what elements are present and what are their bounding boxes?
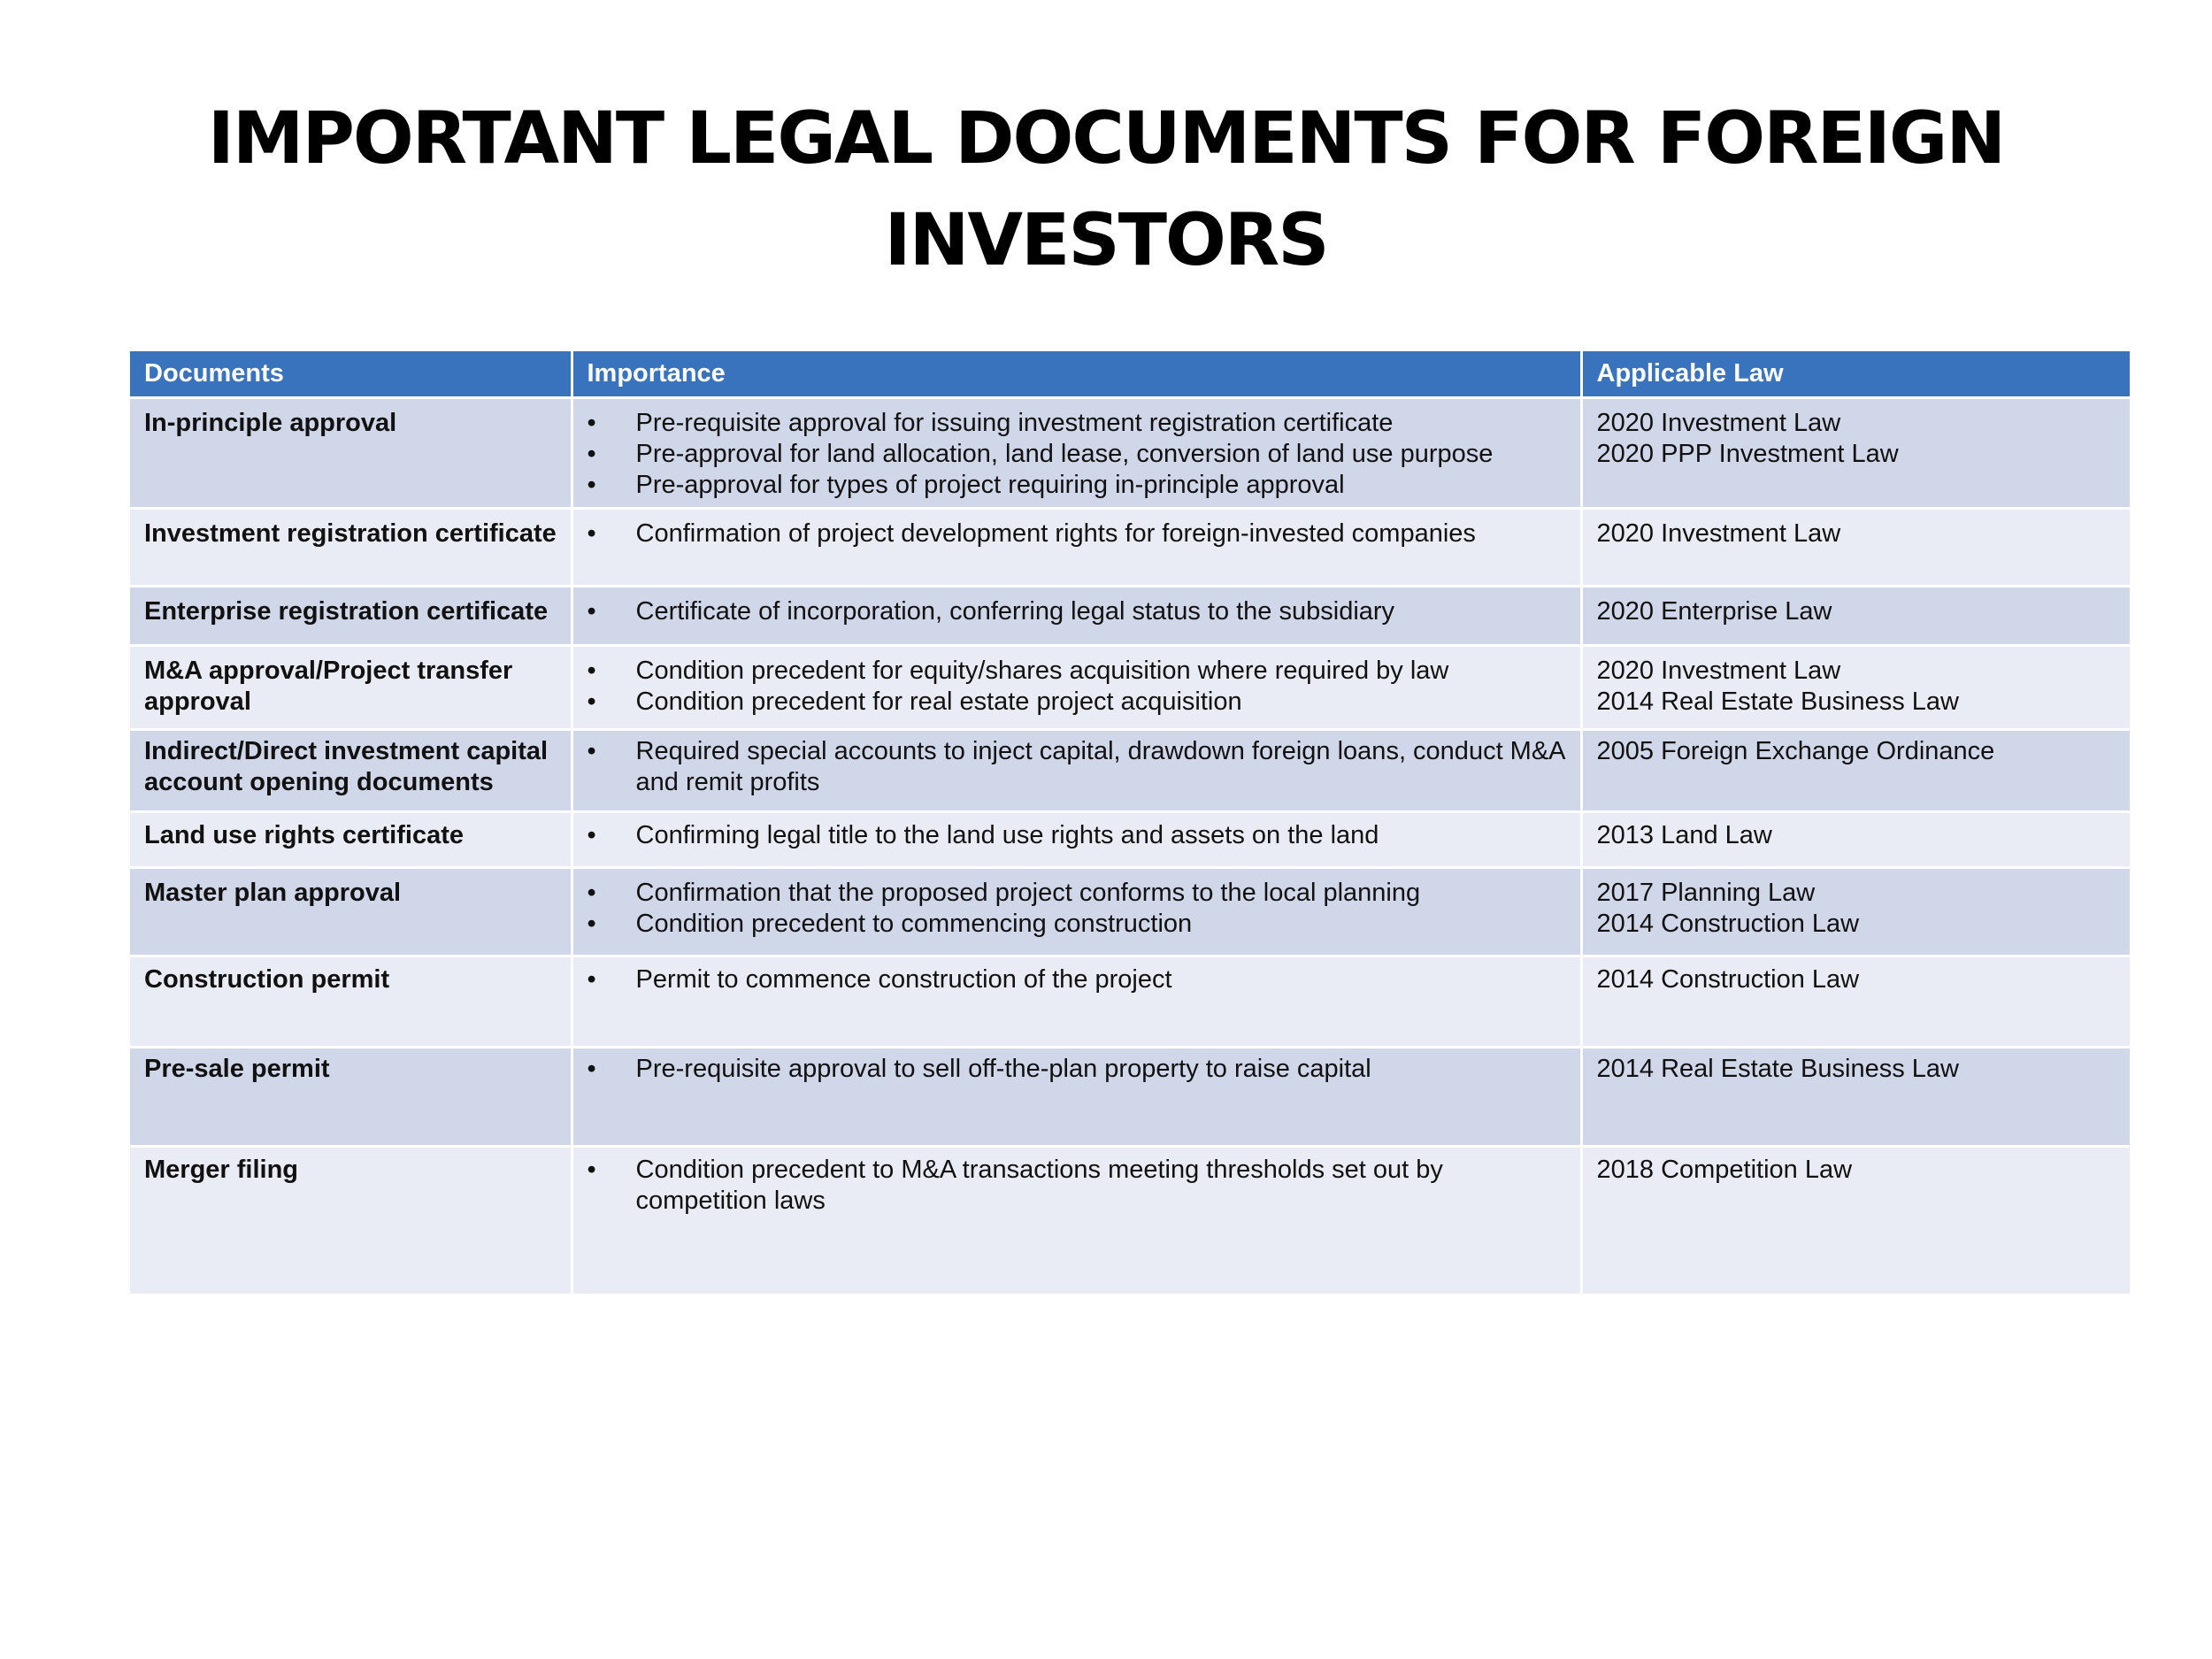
importance-item: • Pre-requisite approval for issuing investment registration certificate [588, 408, 1568, 439]
header-importance: Importance [572, 351, 1581, 398]
document-name: Land use rights certificate [130, 812, 572, 868]
legal-documents-table [130, 351, 2130, 1296]
importance-cell [572, 812, 1581, 868]
table-row [130, 646, 2130, 730]
importance-item: • Certificate of incorporation, conferring legal status to the subsidiary [588, 596, 1568, 627]
applicable-law: 2017 Planning Law [1596, 879, 1816, 907]
applicable-law: 2014 Real Estate Business Law [1596, 687, 1959, 716]
applicable-law: 2018 Competition Law [1596, 1156, 1853, 1184]
importance-item: • Required special accounts to inject capital, drawdown foreign loans, conduct M&A and remit profits [588, 736, 1568, 798]
document-name: Investment registration certificate [130, 509, 572, 587]
importance-cell [572, 646, 1581, 730]
applicable-law: 2020 Investment Law [1596, 657, 1841, 685]
importance-cell [572, 868, 1581, 956]
applicable-law: 2020 Enterprise Law [1596, 597, 1832, 626]
document-name: Master plan approval [130, 868, 572, 956]
table-row [130, 1048, 2130, 1147]
table-row [130, 1147, 2130, 1295]
applicable-law: 2005 Foreign Exchange Ordinance [1596, 737, 1995, 765]
importance-cell [572, 1147, 1581, 1295]
slide-title-line-2: INVESTORS [884, 199, 1328, 282]
importance-item: • Pre-approval for land allocation, land lease, conversion of land use purpose [588, 439, 1568, 470]
applicable-law-cell [1581, 730, 2130, 812]
applicable-law-cell [1581, 1048, 2130, 1147]
document-name: Pre-sale permit [130, 1048, 572, 1147]
document-name: In-principle approval [130, 398, 572, 509]
document-name: Enterprise registration certificate [130, 587, 572, 646]
importance-cell [572, 1048, 1581, 1147]
document-name: Merger filing [130, 1147, 572, 1295]
applicable-law-cell [1581, 646, 2130, 730]
importance-cell [572, 956, 1581, 1048]
applicable-law: 2020 Investment Law [1596, 409, 1841, 437]
applicable-law: 2014 Construction Law [1596, 965, 1860, 994]
document-name: M&A approval/Project transfer approval [130, 646, 572, 730]
importance-cell [572, 398, 1581, 509]
importance-item: • Condition precedent for equity/shares acquisition where required by law [588, 656, 1568, 687]
importance-item: • Condition precedent to M&A transactions meeting thresholds set out by competition laws [588, 1155, 1568, 1217]
importance-cell [572, 730, 1581, 812]
applicable-law: 2014 Real Estate Business Law [1596, 1055, 1959, 1083]
slide-title-line-1: IMPORTANT LEGAL DOCUMENTS FOR FOREIGN [207, 97, 2005, 180]
table-row [130, 398, 2130, 509]
importance-item: • Pre-requisite approval to sell off-the-plan property to raise capital [588, 1054, 1568, 1085]
table-header-row [130, 351, 2130, 398]
importance-item: • Condition precedent to commencing construction [588, 909, 1568, 940]
table-row [130, 730, 2130, 812]
table-row [130, 868, 2130, 956]
applicable-law: 2020 Investment Law [1596, 519, 1841, 548]
slide-title [0, 88, 2212, 292]
importance-item: • Pre-approval for types of project requiring in-principle approval [588, 470, 1568, 501]
table-row [130, 812, 2130, 868]
importance-item: • Confirmation that the proposed project conforms to the local planning [588, 878, 1568, 909]
applicable-law-cell [1581, 868, 2130, 956]
applicable-law: 2020 PPP Investment Law [1596, 440, 1899, 468]
applicable-law-cell [1581, 509, 2130, 587]
table-row [130, 956, 2130, 1048]
importance-item: • Condition precedent for real estate project acquisition [588, 687, 1568, 718]
applicable-law: 2013 Land Law [1596, 821, 1772, 849]
document-name: Indirect/Direct investment capital account opening documents [130, 730, 572, 812]
applicable-law-cell [1581, 398, 2130, 509]
table-row [130, 587, 2130, 646]
header-applicable-law: Applicable Law [1581, 351, 2130, 398]
importance-cell [572, 509, 1581, 587]
applicable-law-cell [1581, 1147, 2130, 1295]
applicable-law-cell [1581, 587, 2130, 646]
importance-cell [572, 587, 1581, 646]
applicable-law-cell [1581, 812, 2130, 868]
importance-item: • Confirmation of project development rights for foreign-invested companies [588, 518, 1568, 549]
applicable-law: 2014 Construction Law [1596, 910, 1860, 938]
importance-item: • Confirming legal title to the land use rights and assets on the land [588, 820, 1568, 851]
table-row [130, 509, 2130, 587]
importance-item: • Permit to commence construction of the project [588, 964, 1568, 995]
applicable-law-cell [1581, 956, 2130, 1048]
header-documents: Documents [130, 351, 572, 398]
document-name: Construction permit [130, 956, 572, 1048]
